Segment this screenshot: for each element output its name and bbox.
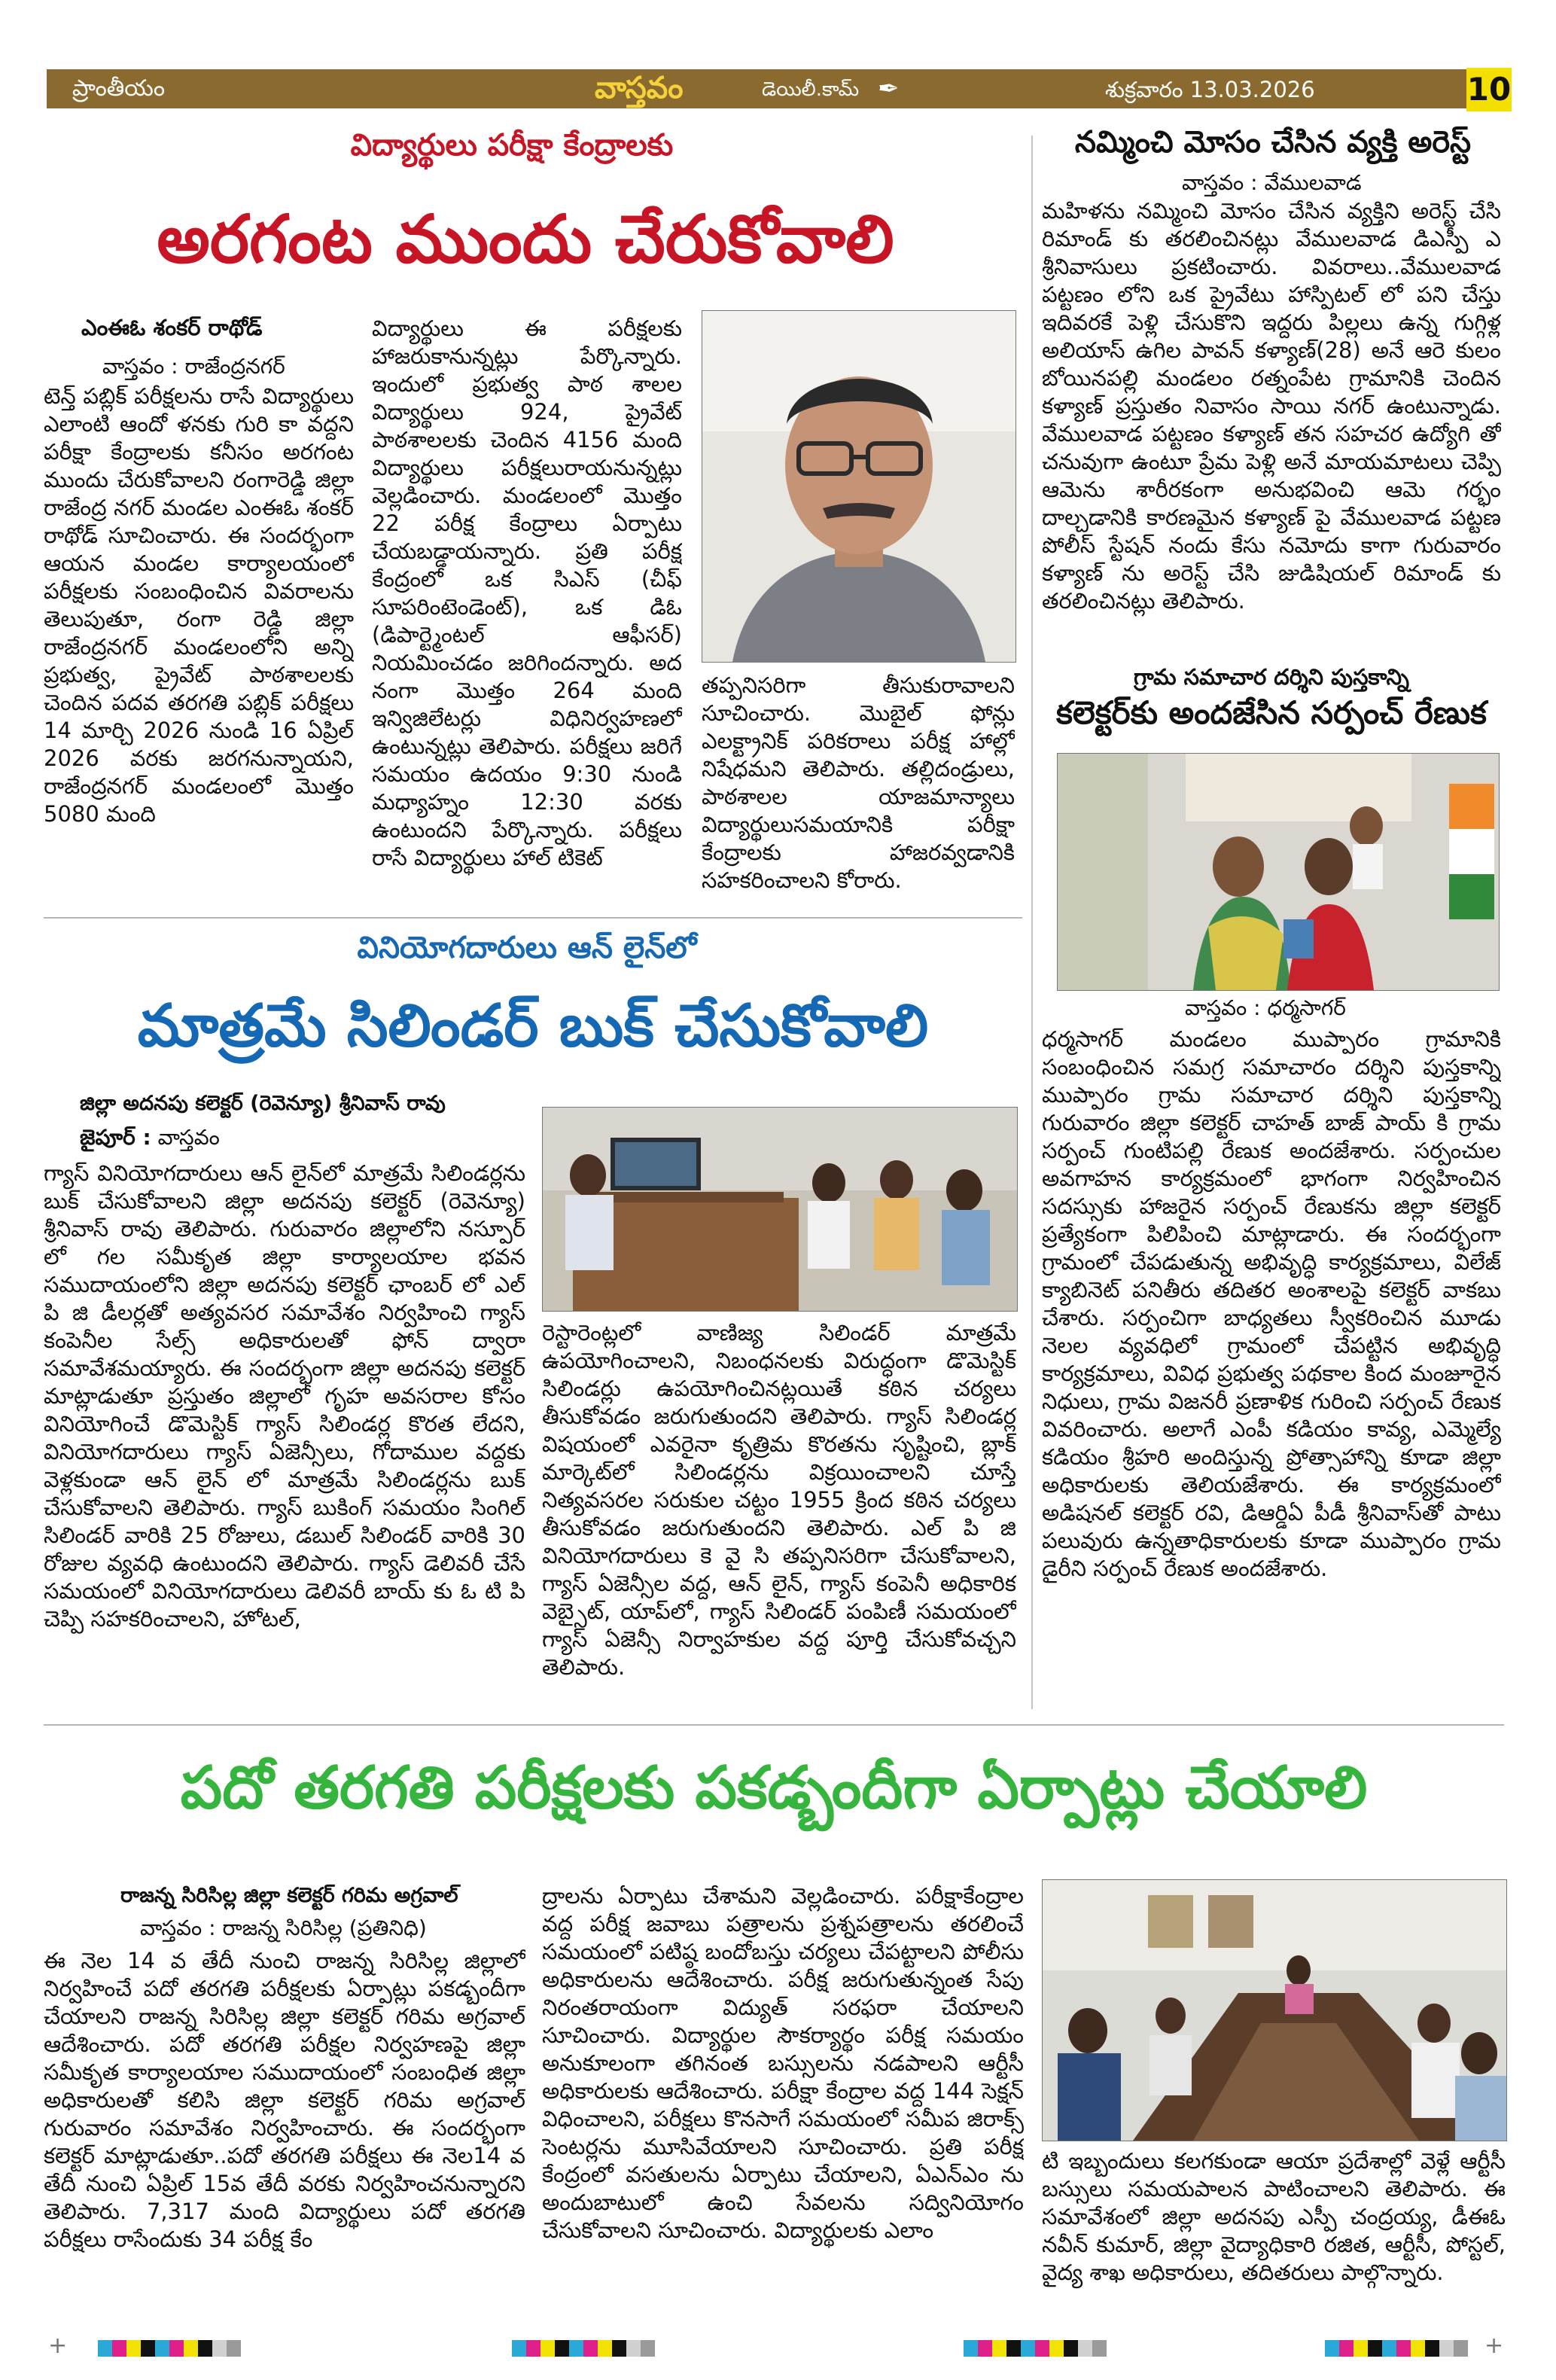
color-swatch: [1354, 2340, 1368, 2357]
story1-column-1: టెన్త్ పబ్లిక్ పరీక్షలను రాసే విద్యార్థులు ఎలాంటి ఆందో ళనకు గురి కా వద్దని పరీక్షా కేంద్రాలకు కనీసం అరగంట ముందు చేరుకోవాలని రంగారెడ్డి జిల్లా రాజేంద్ర నగర్ మండల ఎంఈఓ శంకర్ రాథోడ్ సూచించారు. ఈ సందర్భంగా ఆయన మండల కార్యాలయంలో పరీక్షలకు సంబంధించిన వివరాలను తెలుపుతూ, రంగా రెడ్డి జిల్లా రాజేంద్రనగర్ మండలంలోని అన్ని ప్రభుత్వ, ప్రైవేట్ పాఠశాలలకు చెందిన పదవ తరగతి పబ్లిక్ పరీక్షలు 14 మార్చి 2026 నుండి 16 ఏప్రిల్ 2026 వరకు జరగనున్నాయని, రాజేంద్రనగర్ మండలంలో మొత్తం 5080 మంది: [44, 383, 354, 827]
color-swatch: [1021, 2340, 1035, 2357]
color-bar-4: [1325, 2340, 1468, 2357]
brand-sub: డెయిలీ.కామ్: [762, 78, 860, 101]
color-swatch: [1439, 2340, 1454, 2357]
story4-dateline: [80, 1125, 220, 1155]
color-swatch: [1049, 2340, 1064, 2357]
story4-column-2: రెస్టారెంట్లలో వాణిజ్య సిలిండర్ మాత్రమే ఉపయోగించాలని, నిబంధనలకు విరుద్ధంగా డొమెస్టిక్ సిలిండర్లు ఉపయోగించినట్లయితే కఠిన చర్యలు తీసుకోవడం జరుగుతుందని తెలిపారు. గ్యాస్ సిలిండర్ల విషయంలో ఎవరైనా కృత్రిమ కొరతను సృష్టించి, బ్లాక్ మార్కెట్‌లో సిలిండర్లను విక్రయించాలని చూస్తే నిత్యవసరల సరుకుల చట్టం 1955 క్రింద కఠిన చర్యలు తీసుకోవడం జరుగుతుందని తెలిపారు. ఎల్ పి జి వినియోగదారులు కె వై సి తప్పనిసరిగా చేసుకోవాలని, గ్యాస్ ఏజెన్సీల వద్ద, ఆన్ లైన్, గ్యాస్ కంపెనీ అధికారిక వెబ్సైట్, యాప్‌లో, గ్యాస్ సిలిండర్ పంపిణీ సమయంలో గ్యాస్ ఏజెన్సీ నిర్వాహకుల వద్ద పూర్తి చేసుకోవచ్చని తెలిపారు.: [542, 1320, 1016, 1680]
color-swatch: [1368, 2340, 1382, 2357]
color-swatch: [126, 2340, 141, 2357]
color-swatch: [598, 2340, 612, 2357]
color-swatch: [992, 2340, 1006, 2357]
story4-meeting-photo: [542, 1107, 1018, 1312]
color-swatch: [227, 2340, 241, 2357]
color-swatch: [555, 2340, 569, 2357]
color-swatch: [526, 2340, 540, 2357]
page-number: 10: [1466, 68, 1512, 111]
color-swatch: [964, 2340, 978, 2357]
story4-headline: మాత్రమే సిలిండర్ బుక్ చేసుకోవాలి: [137, 992, 929, 1060]
color-swatch: [612, 2340, 626, 2357]
color-swatch: [1396, 2340, 1411, 2357]
color-swatch: [1325, 2340, 1339, 2357]
color-swatch: [141, 2340, 155, 2357]
section-label: ప్రాంతీయం: [72, 75, 166, 102]
story5-column-1: ఈ నెల 14 వ తేదీ నుంచి రాజన్న సిరిసిల్ల జిల్లాలో నిర్వహించే పదో తరగతి పరీక్షలకు ఏర్పాట్లు పకడ్బందీగా చేయాలని రాజన్న సిరిసిల్ల జిల్లా కలెక్టర్ గరిమ అగ్రవాల్ ఆదేశించారు. పదో తరగతి పరీక్షల నిర్వహణపై జిల్లా సమీకృత కార్యాలయాల సముదాయంలో సంబంధిత జిల్లా అధికారులతో కలిసి జిల్లా కలెక్టర్ గరిమ అగ్రవాల్ గురువారం సమావేశం నిర్వహించారు. ఈ సందర్భంగా కలెక్టర్ మాట్లాడుతూ..పదో తరగతి పరీక్షలు ఈ నెల14 వ తేదీ నుంచి ఏప్రిల్ 15వ తేదీ వరకు నిర్వహించనున్నారని తెలిపారు. 7,317 మంది విద్యార్థులు పదో తరగతి పరీక్షలు రాసేందుకు 34 పరీక్ష కేం: [44, 1948, 525, 2252]
story5-column-3: టి ఇబ్బందులు కలగకుండా ఆయా ప్రదేశాల్లో వెళ్లే ఆర్టీసీ బస్సులు సమయపాలన పాటించాలని తెలిపారు. ఈ సమావేశంలో జిల్లా అదనపు ఎస్పీ చంద్రయ్య, డీఈఓ నవీన్ కుమార్, జిల్లా వైద్యాధికారి రజిత, ఆర్టీసీ, పోస్టల్, వైద్య శాఖ అధికారులు, తదితరులు పాల్గొన్నారు.: [1042, 2148, 1506, 2285]
color-swatch: [1064, 2340, 1078, 2357]
story4-dateline-source: వాస్తవం: [157, 1125, 220, 1150]
color-swatch: [198, 2340, 212, 2357]
color-swatch: [583, 2340, 598, 2357]
story4-column-1: గ్యాస్ వినియోగదారులు ఆన్ లైన్‌లో మాత్రమే సిలిండర్లను బుక్ చేసుకోవాలని జిల్లా అదనపు కలెక్టర్ (రెవెన్యూ) శ్రీనివాస్ రావు తెలిపారు. గురువారం జిల్లాలోని నస్పూర్ లో గల సమీకృత జిల్లా కార్యాలయాల భవన సముదాయంలోని జిల్లా అదనపు కలెక్టర్ ఛాంబర్ లో ఎల్ పి జి డీలర్లతో అత్యవసర సమావేశం నిర్వహించి గ్యాస్ కంపెనీల సేల్స్ అధికారులతో ఫోన్ ద్వారా సమావేశమయ్యారు. ఈ సందర్భంగా జిల్లా అదనపు కలెక్టర్ మాట్లాడుతూ ప్రస్తుతం జిల్లాలో గృహ అవసరాల కోసం వినియోగించే డొమెస్టిక్ గ్యాస్ సిలిండర్ల కొరత లేదని, వినియోగదారులు గ్యాస్ ఏజెన్సీలు, గోదాముల వద్దకు వెళ్లకుండా ఆన్ లైన్ లో మాత్రమే సిలిండర్లను బుక్ చేసుకోవాలని తెలిపారు. గ్యాస్ బుకింగ్ సమయం సింగిల్ సిలిండర్ వారికి 25 రోజులు, డబుల్ సిలిండర్ వారికి 30 రోజుల వ్యవధి ఉంటుందని తెలిపారు. గ్యాస్ డెలివరీ చేసే సమయంలో వినియోగదారులు డెలివరీ బాయ్ కు ఓ టి పి చెప్పి సహకరించాలని, హోటల్,: [44, 1160, 525, 1632]
story1-byline: ఎంఈఓ శంకర్ రాథోడ్: [81, 315, 263, 340]
story5-byline: రాజన్న సిరిసిల్ల జిల్లా కలెక్టర్ గరిమ అగ్రవాల్: [120, 1884, 458, 1907]
crop-mark-left: +: [48, 2333, 68, 2359]
color-swatch: [1078, 2340, 1092, 2357]
color-swatch: [1425, 2340, 1439, 2357]
story1-column-3: తప్పనిసరిగా తీసుకురావాలని సూచించారు. మొబైల్ ఫోన్లు ఎలక్ట్రానిక్ పరికరాలు పరీక్ష హాల్లో నిషేధమని తెలిపారు. తల్లిదండ్రులు, పాఠశాలల యాజమాన్యాలు విద్యార్థులుసమయానికి పరీక్షా కేంద్రాలకు హాజరవ్వడానికి సహకరించాలని కోరారు.: [702, 672, 1015, 893]
color-swatch: [184, 2340, 198, 2357]
color-swatch: [512, 2340, 526, 2357]
color-bar-1: [98, 2340, 241, 2357]
story3-body: ధర్మసాగర్ మండలం ముప్పారం గ్రామానికి సంబంధించిన సమగ్ర సమాచారం దర్శిని పుస్తకాన్ని ముప్పారం గ్రామ సమాచార దర్శిని పుస్తకాన్ని గురువారం జిల్లా కలెక్టర్ చాహత్ బాజ్ పాయ్ కి గ్రామ సర్పంచ్ గుంటిపల్లి రేణుక అందజేశారు. సర్పంచుల అవగాహన కార్యక్రమంలో భాగంగా నిర్వహించిన సదస్సుకు హాజరైన సర్పంచ్ రేణుకను జిల్లా కలెక్టర్ ప్రత్యేకంగా పిలిపించి మాట్లాడారు. ఈ సందర్భంగా గ్రామంలో చేపడుతున్న అభివృద్ధి కార్యక్రమాలు, విలేజ్ క్యాబినెట్ పనితీరు తదితర అంశాలపై కలెక్టర్ వాకబు చేశారు. సర్పంచిగా బాధ్యతలు స్వీకరించిన మూడు నెలల వ్యవధిలో గ్రామంలో చేపట్టిన అభివృద్ధి కార్యక్రమాలు, వివిధ ప్రభుత్వ పథకాల కింద మంజూరైన నిధులు, గ్రామ విజనరీ ప్రణాళిక గురించి సర్పంచ్ రేణుక వివరించారు. అలాగే ఎంపీ కడియం కావ్య, ఎమ్మెల్యే కడియం శ్రీహరి అందిస్తున్న ప్రోత్సాహాన్ని కూడా జిల్లా అధికారులకు తెలియజేశారు. ఈ కార్యక్రమంలో అడిషనల్ కలెక్టర్ రవి, డిఆర్డిఏ పీడీ శ్రీనివాస్‌తో పాటు పలువురు ఉన్నతాధికారులకు కూడా ముప్పారం గ్రామ డైరీని సర్పంచ్ రేణుక అందజేశారు.: [1042, 1026, 1501, 1581]
color-swatch: [1035, 2340, 1049, 2357]
color-swatch: [112, 2340, 126, 2357]
story4-dateline-place: జైపూర్ :: [80, 1125, 151, 1150]
color-swatch: [978, 2340, 992, 2357]
color-bar-2: [512, 2340, 655, 2357]
color-swatch: [1454, 2340, 1468, 2357]
story2-headline: నమ్మించి మోసం చేసిన వ్యక్తి అరెస్ట్: [1074, 125, 1472, 160]
story2-body: మహిళను నమ్మించి మోసం చేసిన వ్యక్తిని అరెస్ట్ చేసి రిమాండ్ కు తరలించినట్లు వేములవాడ డిఎస్పీ ఎ శ్రీనివాసులు ప్రకటించారు. వివరాలు..వేములవాడ పట్టణం లోని ఒక ప్రైవేటు హాస్పిటల్ లో పని చేస్తు ఇదివరకే పెళ్లి చేసుకొని ఇద్దరు పిల్లలు ఉన్న గుగ్గిళ్ల అలియాస్ ఉగిల పావన్ కళ్యాణ్(28) అనే ఆరె కులం బోయినపల్లి మండలం రత్నంపేట గ్రామానికి చెందిన కళ్యాణ్ ప్రస్తుతం నివాసం సాయి నగర్ ఉంటున్నాడు. వేములవాడ పట్టణం కళ్యాణ్ తన సహచర ఉద్యోగి తో చనువుగా ఉంటూ ప్రేమ పెళ్లి అనే మాయమాటలు చెప్పి ఆమెను శారీరకంగా అనుభవించి ఆమె గర్భం దాల్చడానికి కారణమైన కళ్యాణ్ పై వేములవాడ పట్టణ పోలీస్ స్టేషన్ నందు కేసు నమోదు కాగా గురువారం కళ్యాణ్ ను అరెస్ట్ చేసి జుడిషియల్ రిమాండ్ కు తరలించినట్లు తెలిపారు.: [1042, 198, 1501, 614]
story3-event-photo: [1057, 753, 1500, 991]
story3-headline: కలెక్టర్‌కు అందజేసిన సర్పంచ్ రేణుక: [1056, 694, 1487, 731]
crop-mark-right: +: [1484, 2333, 1504, 2359]
story4-byline: జిల్లా అదనపు కలెక్టర్ (రెవెన్యూ) శ్రీనివాస్ రావు: [80, 1092, 446, 1115]
story5-dateline: వాస్తవం : రాజన్న సిరిసిల్ల (ప్రతినిధి): [140, 1915, 427, 1940]
color-swatch: [98, 2340, 112, 2357]
story5-column-2: ద్రాలను ఏర్పాటు చేశామని వెల్లడించారు. పరీక్షాకేంద్రాల వద్ద పరీక్ష జవాబు పత్రాలను ప్రశ్నపత్రాలను తరలించే సమయంలో పటిష్ఠ బందోబస్తు చర్యలు చేపట్టాలని పోలీసు అధికారులను ఆదేశించారు. పరీక్ష జరుగుతున్నంత సేపు నిరంతరాయంగా విద్యుత్ సరఫరా చేయాలని సూచించారు. విద్యార్థుల సౌకర్యార్థం పరీక్ష సమయం అనుకూలంగా తగినంత బస్సులను నడపాలని ఆర్టీసీ అధికారులకు ఆదేశించారు. పరీక్షా కేంద్రాల వద్ద 144 సెక్షన్ విధించాలని, పరీక్షలు కొనసాగే సమయంలో సమీప జిరాక్స్ సెంటర్లను మూసివేయాలని సూచించారు. ప్రతి పరీక్ష కేంద్రంలో వసతులను ఏర్పాటు చేయాలని, ఏఎన్ఎం ను అందుబాటులో ఉంచి సేవలను సద్వినియోగం చేసుకోవాలని సూచించారు. విద్యార్థులకు ఎలాం: [542, 1883, 1024, 2243]
color-swatch: [641, 2340, 655, 2357]
color-swatch: [540, 2340, 555, 2357]
color-swatch: [1006, 2340, 1021, 2357]
color-swatch: [212, 2340, 227, 2357]
color-swatch: [155, 2340, 169, 2357]
story1-portrait-photo: [702, 310, 1016, 663]
story1-column-2: విద్యార్థులు ఈ పరీక్షలకు హాజరుకానున్నట్లు పేర్కొన్నారు. ఇందులో ప్రభుత్వ పాఠ శాలల విద్యార్థులు 924, ప్రైవేట్ పాఠశాలలకు చెందిన 4156 మంది విద్యార్థులు పరీక్షలురాయనున్నట్లు వెల్లడించారు. మండలంలో మొత్తం 22 పరీక్ష కేంద్రాలు ఏర్పాటు చేయబడ్డాయన్నారు. ప్రతి పరీక్ష కేంద్రంలో ఒక సిఎస్ (చీఫ్ సూపరింటెండెంట్), ఒక డిఓ (డిపార్ట్మెంటల్ ఆఫీసర్) నియమించడం జరిగిందన్నారు. అద నంగా మొత్తం 264 మంది ఇన్విజిలేటర్లు విధినిర్వహణలో ఉంటున్నట్లు తెలిపారు. పరీక్షలు జరిగే సమయం ఉదయం 9:30 నుండి మధ్యాహ్నం 12:30 వరకు ఉంటుందని పేర్కొన్నారు. పరీక్షలు రాసే విద్యార్థులు హాల్ టికెట్: [372, 315, 682, 870]
story4-kicker: వినియోగదారులు ఆన్ లైన్‌లో: [357, 931, 697, 965]
issue-date: శుక్రవారం 13.03.2026: [1105, 77, 1315, 102]
color-swatch: [1411, 2340, 1425, 2357]
color-bar-3: [964, 2340, 1107, 2357]
story3-kicker: గ్రామ సమాచార దర్శిని పుస్తకాన్ని: [1134, 664, 1409, 690]
color-swatch: [169, 2340, 184, 2357]
section-rule-1: [44, 917, 1022, 919]
section-rule-2: [44, 1724, 1504, 1726]
brand-logo: వాస్తవం: [595, 71, 684, 105]
story5-meeting-photo: [1042, 1879, 1507, 2141]
color-swatch: [1339, 2340, 1354, 2357]
color-swatch: [1092, 2340, 1107, 2357]
quill-icon: ✒: [878, 74, 900, 104]
story1-headline: అరగంట ముందు చేరుకోవాలి: [157, 200, 894, 278]
story3-dateline: వాస్తవం : ధర్మసాగర్: [1185, 995, 1346, 1020]
story1-dateline: వాస్తవం : రాజేంద్రనగర్: [102, 354, 285, 379]
color-swatch: [626, 2340, 641, 2357]
color-swatch: [1382, 2340, 1396, 2357]
column-divider: [1031, 136, 1033, 1709]
story1-kicker: విద్యార్థులు పరీక్షా కేంద్రాలకు: [350, 128, 674, 163]
color-swatch: [569, 2340, 583, 2357]
story5-headline: పదో తరగతి పరీక్షలకు పకడ్బందీగా ఏర్పాట్లు చేయాలి: [180, 1754, 1368, 1822]
story2-dateline: వాస్తవం : వేములవాడ: [1182, 170, 1362, 195]
